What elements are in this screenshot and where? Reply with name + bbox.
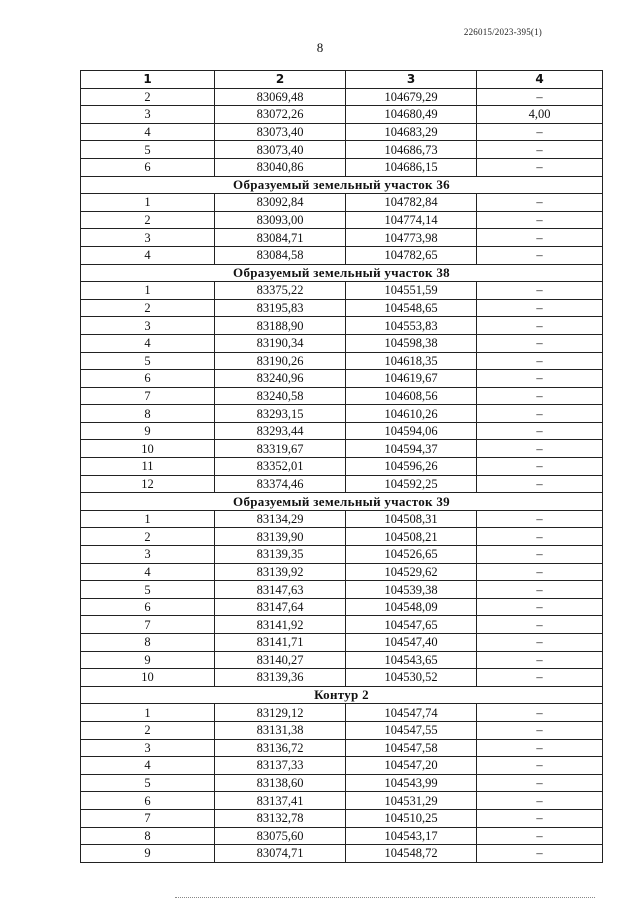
y-coordinate-cell: 104598,38 — [346, 334, 477, 352]
table-row — [81, 123, 603, 141]
value-cell: – — [477, 563, 603, 581]
value-cell: – — [477, 317, 603, 335]
table-row — [81, 158, 603, 176]
point-number-cell: 5 — [81, 352, 215, 370]
x-coordinate-cell: 83075,60 — [215, 827, 346, 845]
value-cell: – — [477, 141, 603, 159]
y-coordinate-cell: 104782,65 — [346, 246, 477, 264]
y-coordinate-cell: 104508,31 — [346, 510, 477, 528]
point-number-cell: 1 — [81, 704, 215, 722]
value-cell: – — [477, 475, 603, 493]
x-coordinate-cell: 83139,35 — [215, 546, 346, 564]
coordinates-table — [80, 70, 603, 863]
x-coordinate-cell: 83074,71 — [215, 845, 346, 863]
point-number-cell: 12 — [81, 475, 215, 493]
point-number-cell: 2 — [81, 721, 215, 739]
y-coordinate-cell: 104773,98 — [346, 229, 477, 247]
x-coordinate-cell: 83069,48 — [215, 88, 346, 106]
point-number-cell: 1 — [81, 194, 215, 212]
y-coordinate-cell: 104508,21 — [346, 528, 477, 546]
section-row — [81, 493, 603, 511]
value-cell: – — [477, 651, 603, 669]
section-title: Контур 2 — [81, 686, 603, 704]
y-coordinate-cell: 104529,62 — [346, 563, 477, 581]
table-row — [81, 475, 603, 493]
point-number-cell: 10 — [81, 440, 215, 458]
y-coordinate-cell: 104547,65 — [346, 616, 477, 634]
x-coordinate-cell: 83141,92 — [215, 616, 346, 634]
point-number-cell: 2 — [81, 88, 215, 106]
value-cell: – — [477, 528, 603, 546]
value-cell: – — [477, 405, 603, 423]
x-coordinate-cell: 83134,29 — [215, 510, 346, 528]
value-cell: – — [477, 422, 603, 440]
x-coordinate-cell: 83240,96 — [215, 370, 346, 388]
y-coordinate-cell: 104594,37 — [346, 440, 477, 458]
table-row — [81, 651, 603, 669]
point-number-cell: 3 — [81, 229, 215, 247]
point-number-cell: 4 — [81, 563, 215, 581]
y-coordinate-cell: 104548,65 — [346, 299, 477, 317]
point-number-cell: 2 — [81, 211, 215, 229]
table-body — [81, 88, 603, 862]
value-cell: – — [477, 440, 603, 458]
table-row — [81, 334, 603, 352]
table-row — [81, 546, 603, 564]
x-coordinate-cell: 83374,46 — [215, 475, 346, 493]
y-coordinate-cell: 104679,29 — [346, 88, 477, 106]
table-row — [81, 299, 603, 317]
table-row — [81, 704, 603, 722]
x-coordinate-cell: 83139,90 — [215, 528, 346, 546]
y-coordinate-cell: 104680,49 — [346, 106, 477, 124]
table-row — [81, 809, 603, 827]
y-coordinate-cell: 104782,84 — [346, 194, 477, 212]
y-coordinate-cell: 104548,09 — [346, 598, 477, 616]
point-number-cell: 9 — [81, 845, 215, 863]
y-coordinate-cell: 104530,52 — [346, 669, 477, 687]
column-header: 4 — [477, 71, 603, 89]
value-cell: – — [477, 282, 603, 300]
value-cell: – — [477, 229, 603, 247]
x-coordinate-cell: 83084,58 — [215, 246, 346, 264]
value-cell: – — [477, 634, 603, 652]
point-number-cell: 11 — [81, 458, 215, 476]
table-row — [81, 510, 603, 528]
y-coordinate-cell: 104618,35 — [346, 352, 477, 370]
x-coordinate-cell: 83139,36 — [215, 669, 346, 687]
point-number-cell: 1 — [81, 510, 215, 528]
point-number-cell: 8 — [81, 634, 215, 652]
value-cell: 4,00 — [477, 106, 603, 124]
y-coordinate-cell: 104548,72 — [346, 845, 477, 863]
value-cell: – — [477, 334, 603, 352]
x-coordinate-cell: 83072,26 — [215, 106, 346, 124]
x-coordinate-cell: 83073,40 — [215, 141, 346, 159]
value-cell: – — [477, 774, 603, 792]
x-coordinate-cell: 83137,33 — [215, 757, 346, 775]
x-coordinate-cell: 83073,40 — [215, 123, 346, 141]
value-cell: – — [477, 546, 603, 564]
x-coordinate-cell: 83084,71 — [215, 229, 346, 247]
value-cell: – — [477, 704, 603, 722]
section-title: Образуемый земельный участок 39 — [81, 493, 603, 511]
table-row — [81, 352, 603, 370]
x-coordinate-cell: 83138,60 — [215, 774, 346, 792]
y-coordinate-cell: 104543,99 — [346, 774, 477, 792]
table-row — [81, 634, 603, 652]
x-coordinate-cell: 83240,58 — [215, 387, 346, 405]
table-row — [81, 440, 603, 458]
point-number-cell: 9 — [81, 651, 215, 669]
table-row — [81, 88, 603, 106]
value-cell: – — [477, 387, 603, 405]
y-coordinate-cell: 104686,15 — [346, 158, 477, 176]
value-cell: – — [477, 299, 603, 317]
point-number-cell: 1 — [81, 282, 215, 300]
x-coordinate-cell: 83093,00 — [215, 211, 346, 229]
point-number-cell: 8 — [81, 405, 215, 423]
point-number-cell: 4 — [81, 334, 215, 352]
point-number-cell: 3 — [81, 106, 215, 124]
value-cell: – — [477, 809, 603, 827]
y-coordinate-cell: 104547,55 — [346, 721, 477, 739]
point-number-cell: 2 — [81, 299, 215, 317]
y-coordinate-cell: 104592,25 — [346, 475, 477, 493]
y-coordinate-cell: 104553,83 — [346, 317, 477, 335]
table-row — [81, 669, 603, 687]
table-row — [81, 194, 603, 212]
table-row — [81, 827, 603, 845]
y-coordinate-cell: 104596,26 — [346, 458, 477, 476]
table-row — [81, 721, 603, 739]
point-number-cell: 5 — [81, 581, 215, 599]
table-row — [81, 598, 603, 616]
scan-artifact-line — [175, 897, 595, 901]
section-row — [81, 264, 603, 282]
value-cell: – — [477, 158, 603, 176]
point-number-cell: 6 — [81, 158, 215, 176]
point-number-cell: 9 — [81, 422, 215, 440]
y-coordinate-cell: 104594,06 — [346, 422, 477, 440]
column-header: 1 — [81, 71, 215, 89]
x-coordinate-cell: 83190,34 — [215, 334, 346, 352]
y-coordinate-cell: 104774,14 — [346, 211, 477, 229]
point-number-cell: 6 — [81, 370, 215, 388]
x-coordinate-cell: 83040,86 — [215, 158, 346, 176]
value-cell: – — [477, 757, 603, 775]
y-coordinate-cell: 104619,67 — [346, 370, 477, 388]
value-cell: – — [477, 616, 603, 634]
x-coordinate-cell: 83147,63 — [215, 581, 346, 599]
point-number-cell: 4 — [81, 757, 215, 775]
x-coordinate-cell: 83132,78 — [215, 809, 346, 827]
page-number: 8 — [316, 40, 324, 55]
point-number-cell: 2 — [81, 528, 215, 546]
value-cell: – — [477, 123, 603, 141]
table-row — [81, 792, 603, 810]
document-number: 226015/2023-395(1) — [463, 27, 542, 37]
table-row — [81, 317, 603, 335]
x-coordinate-cell: 83140,27 — [215, 651, 346, 669]
y-coordinate-cell: 104547,20 — [346, 757, 477, 775]
table-header-row — [81, 71, 603, 89]
point-number-cell: 7 — [81, 387, 215, 405]
y-coordinate-cell: 104510,25 — [346, 809, 477, 827]
table-row — [81, 422, 603, 440]
point-number-cell: 10 — [81, 669, 215, 687]
table-row — [81, 757, 603, 775]
y-coordinate-cell: 104610,26 — [346, 405, 477, 423]
x-coordinate-cell: 83195,83 — [215, 299, 346, 317]
point-number-cell: 3 — [81, 546, 215, 564]
table-row — [81, 845, 603, 863]
y-coordinate-cell: 104543,65 — [346, 651, 477, 669]
x-coordinate-cell: 83092,84 — [215, 194, 346, 212]
point-number-cell: 4 — [81, 246, 215, 264]
x-coordinate-cell: 83293,15 — [215, 405, 346, 423]
table-row — [81, 458, 603, 476]
table-row — [81, 616, 603, 634]
x-coordinate-cell: 83131,38 — [215, 721, 346, 739]
value-cell: – — [477, 246, 603, 264]
value-cell: – — [477, 845, 603, 863]
value-cell: – — [477, 88, 603, 106]
table-row — [81, 229, 603, 247]
table-row — [81, 211, 603, 229]
table-row — [81, 246, 603, 264]
column-header: 2 — [215, 71, 346, 89]
point-number-cell: 6 — [81, 792, 215, 810]
point-number-cell: 8 — [81, 827, 215, 845]
value-cell: – — [477, 194, 603, 212]
y-coordinate-cell: 104539,38 — [346, 581, 477, 599]
point-number-cell: 5 — [81, 774, 215, 792]
y-coordinate-cell: 104547,58 — [346, 739, 477, 757]
table-row — [81, 563, 603, 581]
value-cell: – — [477, 792, 603, 810]
x-coordinate-cell: 83129,12 — [215, 704, 346, 722]
y-coordinate-cell: 104686,73 — [346, 141, 477, 159]
table-row — [81, 106, 603, 124]
value-cell: – — [477, 827, 603, 845]
section-row — [81, 176, 603, 194]
value-cell: – — [477, 458, 603, 476]
y-coordinate-cell: 104608,56 — [346, 387, 477, 405]
table-row — [81, 387, 603, 405]
x-coordinate-cell: 83352,01 — [215, 458, 346, 476]
value-cell: – — [477, 739, 603, 757]
x-coordinate-cell: 83136,72 — [215, 739, 346, 757]
table-row — [81, 282, 603, 300]
point-number-cell: 7 — [81, 809, 215, 827]
x-coordinate-cell: 83319,67 — [215, 440, 346, 458]
y-coordinate-cell: 104547,74 — [346, 704, 477, 722]
x-coordinate-cell: 83375,22 — [215, 282, 346, 300]
value-cell: – — [477, 370, 603, 388]
value-cell: – — [477, 211, 603, 229]
value-cell: – — [477, 581, 603, 599]
point-number-cell: 6 — [81, 598, 215, 616]
table-row — [81, 528, 603, 546]
x-coordinate-cell: 83147,64 — [215, 598, 346, 616]
column-header: 3 — [346, 71, 477, 89]
value-cell: – — [477, 669, 603, 687]
section-title: Образуемый земельный участок 36 — [81, 176, 603, 194]
table-row — [81, 739, 603, 757]
value-cell: – — [477, 352, 603, 370]
x-coordinate-cell: 83139,92 — [215, 563, 346, 581]
x-coordinate-cell: 83190,26 — [215, 352, 346, 370]
point-number-cell: 7 — [81, 616, 215, 634]
table-row — [81, 141, 603, 159]
value-cell: – — [477, 721, 603, 739]
point-number-cell: 4 — [81, 123, 215, 141]
value-cell: – — [477, 510, 603, 528]
table-row — [81, 774, 603, 792]
point-number-cell: 3 — [81, 317, 215, 335]
x-coordinate-cell: 83293,44 — [215, 422, 346, 440]
point-number-cell: 3 — [81, 739, 215, 757]
y-coordinate-cell: 104543,17 — [346, 827, 477, 845]
table-row — [81, 581, 603, 599]
value-cell: – — [477, 598, 603, 616]
section-row — [81, 686, 603, 704]
point-number-cell: 5 — [81, 141, 215, 159]
y-coordinate-cell: 104551,59 — [346, 282, 477, 300]
y-coordinate-cell: 104683,29 — [346, 123, 477, 141]
table-row — [81, 405, 603, 423]
x-coordinate-cell: 83137,41 — [215, 792, 346, 810]
y-coordinate-cell: 104526,65 — [346, 546, 477, 564]
x-coordinate-cell: 83188,90 — [215, 317, 346, 335]
y-coordinate-cell: 104547,40 — [346, 634, 477, 652]
section-title: Образуемый земельный участок 38 — [81, 264, 603, 282]
y-coordinate-cell: 104531,29 — [346, 792, 477, 810]
table-row — [81, 370, 603, 388]
x-coordinate-cell: 83141,71 — [215, 634, 346, 652]
